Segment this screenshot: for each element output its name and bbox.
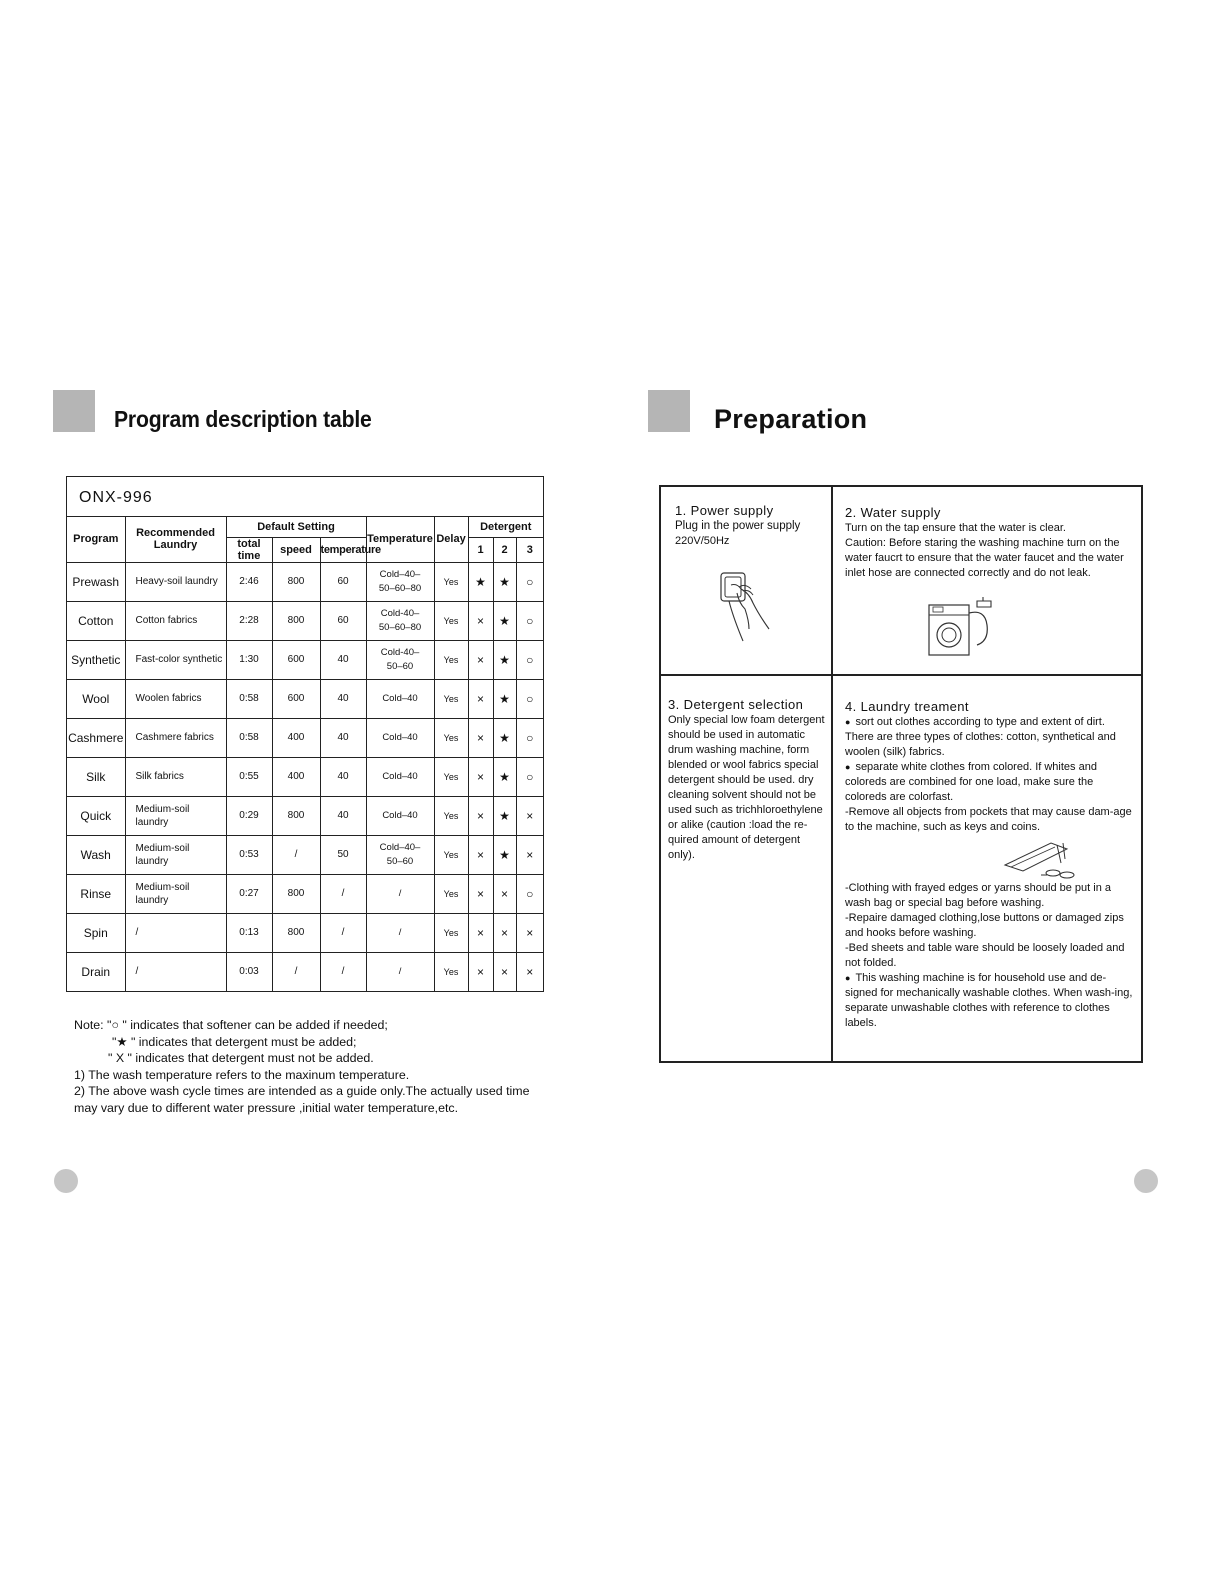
default-temperature-cell: 40 <box>320 679 366 718</box>
total-time-cell: 0:29 <box>226 796 272 835</box>
grid-divider-horizontal <box>661 674 1141 676</box>
default-temperature-cell: 50 <box>320 835 366 874</box>
power-supply-section <box>675 503 825 549</box>
delay-cell: Yes <box>434 601 468 640</box>
detergent-selection-text: Only special low foam detergent should be used in automatic drum washing machine, form blended or wool fabrics special detergent should be used. dry cleaning solvent should not be used such as trichhloroethylene or alike (caution :load the re-quired amount of detergent only). <box>668 714 825 861</box>
detergent-1-cell: × <box>468 601 493 640</box>
header-recommended-laundry <box>125 517 226 562</box>
speed-cell: 800 <box>272 796 320 835</box>
program-name-cell: Wash <box>67 835 125 874</box>
power-supply-line1: Plug in the power supply <box>675 520 801 532</box>
speed-cell: 600 <box>272 679 320 718</box>
detergent-2-cell: × <box>493 913 516 952</box>
delay-cell: Yes <box>434 835 468 874</box>
laundry-bullet-household: ● This washing machine is for household use and de-signed for mechanically washable clothes. When wash-ing, separate unwashable clothes with reference to clothes labels. <box>845 971 1135 1031</box>
detergent-3-cell: × <box>516 952 543 991</box>
delay-cell: Yes <box>434 718 468 757</box>
recommended-laundry-cell: Cotton fabrics <box>125 601 226 640</box>
detergent-1-cell: × <box>468 757 493 796</box>
left-page-marker-dot <box>54 1169 78 1193</box>
default-temperature-cell: 40 <box>320 718 366 757</box>
program-table <box>67 517 543 991</box>
detergent-selection-title: 3. Detergent selection <box>668 697 804 712</box>
detergent-2-cell: ★ <box>493 718 516 757</box>
header-program: Program <box>67 517 125 562</box>
recommended-laundry-cell: Heavy-soil laundry <box>125 562 226 601</box>
grid-divider-vertical <box>831 487 833 1061</box>
recommended-laundry-cell: Cashmere fabrics <box>125 718 226 757</box>
header-default-setting: Default Setting <box>226 517 366 537</box>
table-row <box>67 757 543 796</box>
detergent-3-cell: × <box>516 913 543 952</box>
temperature-range-cell: / <box>366 874 434 913</box>
recommended-laundry-cell: Silk fabrics <box>125 757 226 796</box>
water-supply-line1: Turn on the tap ensure that the water is clear. <box>845 522 1066 534</box>
detergent-2-cell: ★ <box>493 796 516 835</box>
detergent-1-cell: × <box>468 952 493 991</box>
right-page-marker-dot <box>1134 1169 1158 1193</box>
detergent-1-cell: × <box>468 679 493 718</box>
water-supply-title: 2. Water supply <box>845 505 941 520</box>
table-row <box>67 913 543 952</box>
speed-cell: 800 <box>272 601 320 640</box>
recommended-laundry-cell: Medium-soil laundry <box>125 796 226 835</box>
model-number: ONX-996 <box>67 477 543 517</box>
speed-cell: / <box>272 835 320 874</box>
total-time-cell: 2:28 <box>226 601 272 640</box>
detergent-2-cell: × <box>493 874 516 913</box>
detergent-2-cell: ★ <box>493 757 516 796</box>
detergent-2-cell: ★ <box>493 835 516 874</box>
detergent-2-cell: ★ <box>493 679 516 718</box>
temperature-range-cell: Cold-40– 50–60–80 <box>366 601 434 640</box>
program-name-cell: Cashmere <box>67 718 125 757</box>
recommended-laundry-cell: Medium-soil laundry <box>125 835 226 874</box>
table-row <box>67 796 543 835</box>
total-time-cell: 2:46 <box>226 562 272 601</box>
table-row <box>67 679 543 718</box>
detergent-1-cell: ★ <box>468 562 493 601</box>
speed-cell: 600 <box>272 640 320 679</box>
speed-cell: 400 <box>272 718 320 757</box>
delay-cell: Yes <box>434 796 468 835</box>
detergent-3-cell: ○ <box>516 718 543 757</box>
temperature-range-cell: Cold-40– 50–60 <box>366 640 434 679</box>
laundry-treatment-section <box>845 699 1135 1031</box>
temperature-range-cell: Cold–40– 50–60–80 <box>366 562 434 601</box>
laundry-repair: -Repaire damaged clothing,lose buttons or damaged zips and hooks before washing. <box>845 912 1124 939</box>
water-supply-caution: Caution: Before staring the washing machine turn on the water faucrt to ensure that the water faucet and the water inlet hose are connected correctly and do not leak. <box>845 537 1124 579</box>
preparation-grid <box>659 485 1143 1063</box>
program-name-cell: Synthetic <box>67 640 125 679</box>
header-delay: Delay <box>434 517 468 562</box>
table-row <box>67 835 543 874</box>
total-time-cell: 0:13 <box>226 913 272 952</box>
temperature-range-cell: / <box>366 913 434 952</box>
detergent-3-cell: ○ <box>516 562 543 601</box>
speed-cell: 800 <box>272 874 320 913</box>
header-total-time: total time <box>226 537 272 562</box>
total-time-cell: 0:58 <box>226 718 272 757</box>
note-temperature: 1) The wash temperature refers to the maxinum temperature. <box>74 1067 410 1082</box>
speed-cell: 400 <box>272 757 320 796</box>
temperature-range-cell: Cold–40 <box>366 718 434 757</box>
detergent-1-cell: × <box>468 913 493 952</box>
program-name-cell: Cotton <box>67 601 125 640</box>
right-section-marker <box>648 390 690 432</box>
header-detergent-2: 2 <box>493 537 516 562</box>
detergent-2-cell: ★ <box>493 562 516 601</box>
header-default-temperature: temperature <box>320 537 366 562</box>
temperature-range-cell: / <box>366 952 434 991</box>
laundry-treatment-title: 4. Laundry treament <box>845 699 969 714</box>
detergent-3-cell: ○ <box>516 757 543 796</box>
total-time-cell: 1:30 <box>226 640 272 679</box>
right-page-title: Preparation <box>714 404 868 434</box>
header-speed: speed <box>272 537 320 562</box>
recommended-laundry-cell: / <box>125 913 226 952</box>
note-detergent-forbidden: " X " indicates that detergent must not be added. <box>108 1051 374 1065</box>
detergent-3-cell: ○ <box>516 640 543 679</box>
laundry-bullet-separate: ● separate white clothes from colored. If whites and coloreds are combined for one load, make sure the coloreds are colorfast. <box>845 760 1135 805</box>
laundry-bullet-sort: ● sort out clothes according to type and extent of dirt. There are three types of clothes: cotton, synthetical and woolen (silk) fabrics. <box>845 715 1135 760</box>
laundry-remove-objects: -Remove all objects from pockets that may cause dam-age to the machine, such as keys and coins. <box>845 806 1132 833</box>
left-section-marker <box>53 390 95 432</box>
total-time-cell: 0:58 <box>226 679 272 718</box>
header-recommended-line2: Laundry <box>153 539 198 552</box>
program-description-table <box>66 476 544 992</box>
program-name-cell: Wool <box>67 679 125 718</box>
detergent-1-cell: × <box>468 835 493 874</box>
program-name-cell: Prewash <box>67 562 125 601</box>
total-time-cell: 0:03 <box>226 952 272 991</box>
pocket-coins-icon <box>845 835 1135 881</box>
recommended-laundry-cell: Woolen fabrics <box>125 679 226 718</box>
total-time-cell: 0:55 <box>226 757 272 796</box>
temperature-range-cell: Cold–40 <box>366 757 434 796</box>
header-detergent-3: 3 <box>516 537 543 562</box>
total-time-cell: 0:27 <box>226 874 272 913</box>
detergent-2-cell: ★ <box>493 640 516 679</box>
detergent-2-cell: × <box>493 952 516 991</box>
laundry-bed-sheets: -Bed sheets and table ware should be loosely loaded and not folded. <box>845 942 1125 969</box>
laundry-frayed-edges: -Clothing with frayed edges or yarns should be put in a wash bag or special bag before washing. <box>845 882 1111 909</box>
default-temperature-cell: 40 <box>320 640 366 679</box>
default-temperature-cell: 40 <box>320 796 366 835</box>
speed-cell: / <box>272 952 320 991</box>
delay-cell: Yes <box>434 562 468 601</box>
recommended-laundry-cell: / <box>125 952 226 991</box>
recommended-laundry-cell: Medium-soil laundry <box>125 874 226 913</box>
default-temperature-cell: 40 <box>320 757 366 796</box>
detergent-2-cell: ★ <box>493 601 516 640</box>
left-page-title: Program description table <box>114 406 372 432</box>
temperature-range-cell: Cold–40 <box>366 796 434 835</box>
default-temperature-cell: / <box>320 874 366 913</box>
table-row <box>67 874 543 913</box>
table-notes <box>74 1017 554 1116</box>
detergent-1-cell: × <box>468 640 493 679</box>
delay-cell: Yes <box>434 679 468 718</box>
total-time-cell: 0:53 <box>226 835 272 874</box>
delay-cell: Yes <box>434 874 468 913</box>
water-supply-section <box>845 505 1135 581</box>
note-cycle-times: 2) The above wash cycle times are intended as a guide only.The actually used time may vary due to different water pressure ,initial water temperature,etc. <box>74 1084 530 1115</box>
power-supply-voltage: 220V/50Hz <box>675 535 730 547</box>
table-row <box>67 640 543 679</box>
table-row <box>67 562 543 601</box>
detergent-1-cell: × <box>468 874 493 913</box>
header-detergent-1: 1 <box>468 537 493 562</box>
detergent-3-cell: × <box>516 796 543 835</box>
default-temperature-cell: / <box>320 913 366 952</box>
header-recommended-line1: Recommended <box>136 527 215 540</box>
table-row <box>67 601 543 640</box>
header-detergent: Detergent <box>468 517 543 537</box>
program-name-cell: Drain <box>67 952 125 991</box>
washing-machine-tap-icon <box>923 593 1003 663</box>
detergent-3-cell: ○ <box>516 601 543 640</box>
delay-cell: Yes <box>434 640 468 679</box>
table-row <box>67 952 543 991</box>
default-temperature-cell: / <box>320 952 366 991</box>
table-row <box>67 718 543 757</box>
delay-cell: Yes <box>434 757 468 796</box>
detergent-3-cell: ○ <box>516 679 543 718</box>
program-name-cell: Spin <box>67 913 125 952</box>
recommended-laundry-cell: Fast-color synthetic <box>125 640 226 679</box>
default-temperature-cell: 60 <box>320 601 366 640</box>
detergent-3-cell: ○ <box>516 874 543 913</box>
program-name-cell: Silk <box>67 757 125 796</box>
detergent-3-cell: × <box>516 835 543 874</box>
note-detergent-required: "★ " indicates that detergent must be added; <box>112 1034 357 1049</box>
temperature-range-cell: Cold–40 <box>366 679 434 718</box>
note-softener: Note: "○ " indicates that softener can be added if needed; <box>74 1018 388 1032</box>
delay-cell: Yes <box>434 952 468 991</box>
plug-in-socket-icon <box>709 567 779 647</box>
detergent-1-cell: × <box>468 796 493 835</box>
power-supply-title: 1. Power supply <box>675 503 774 518</box>
program-name-cell: Rinse <box>67 874 125 913</box>
temperature-range-cell: Cold–40– 50–60 <box>366 835 434 874</box>
speed-cell: 800 <box>272 562 320 601</box>
default-temperature-cell: 60 <box>320 562 366 601</box>
detergent-selection-section <box>668 697 828 863</box>
speed-cell: 800 <box>272 913 320 952</box>
header-temperature: Temperature <box>366 517 434 562</box>
detergent-1-cell: × <box>468 718 493 757</box>
delay-cell: Yes <box>434 913 468 952</box>
program-name-cell: Quick <box>67 796 125 835</box>
